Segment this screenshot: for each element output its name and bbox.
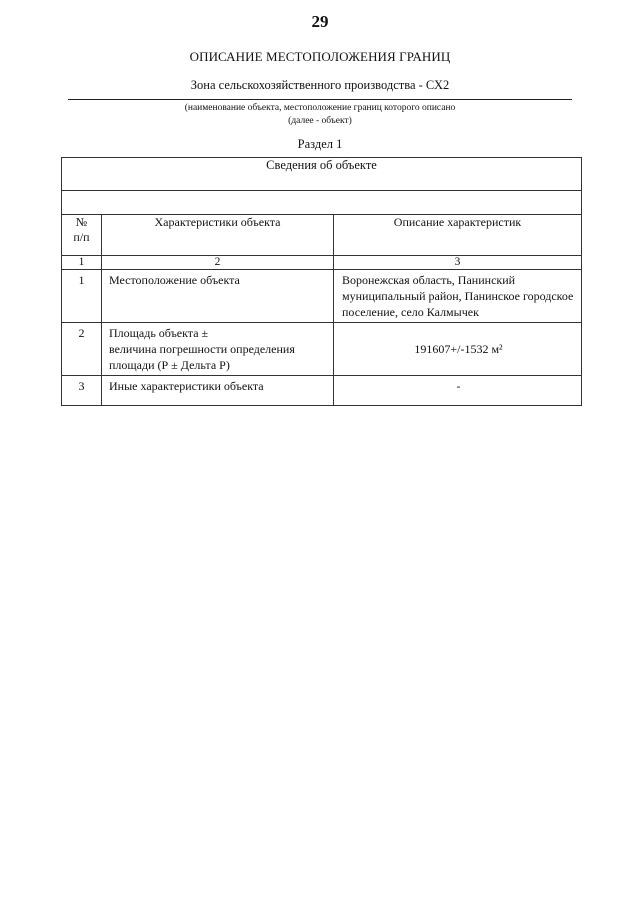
object-note-line-1: (наименование объекта, местоположение границ которого описано [184, 103, 456, 113]
row-description: 191607+/-1532 м² [334, 323, 582, 376]
table-row [62, 323, 582, 376]
row-num: 2 [62, 323, 102, 376]
page-number: 29 [311, 12, 329, 31]
object-name-underline [68, 99, 572, 100]
column-number-row [62, 256, 582, 270]
column-number-1: 1 [62, 256, 102, 270]
row-characteristic-text: Площадь объекта ± величина погрешности определения площади (Р ± Дельта Р) [109, 326, 295, 372]
object-name-note [0, 102, 640, 128]
table-header: Сведения об объекте [62, 158, 582, 191]
object-note-line-2: (далее - объект) [288, 116, 352, 126]
table-row [62, 270, 582, 323]
section-title: Раздел 1 [297, 137, 343, 151]
row-characteristic: Местоположение объекта [102, 270, 334, 323]
table-header-row [62, 158, 582, 191]
document-title: ОПИСАНИЕ МЕСТОПОЛОЖЕНИЯ ГРАНИЦ [189, 49, 451, 64]
column-header-num [62, 215, 102, 256]
table-blank-cell [62, 191, 582, 215]
column-number-2: 2 [102, 256, 334, 270]
table-row [62, 376, 582, 406]
row-characteristic: Иные характеристики объекта [102, 376, 334, 406]
column-header-row [62, 215, 582, 256]
row-num: 1 [62, 270, 102, 323]
column-number-3: 3 [334, 256, 582, 270]
column-header-characteristics: Характеристики объекта [102, 215, 334, 256]
table-blank-row [62, 191, 582, 215]
row-description: - [334, 376, 582, 406]
object-info-table [61, 157, 582, 406]
column-header-description: Описание характеристик [334, 215, 582, 256]
column-header-num-text: № п/п [73, 215, 90, 244]
row-description: Воронежская область, Панинский муниципальный район, Панинское городское поселение, село Калмычек [334, 270, 582, 323]
row-characteristic [102, 323, 334, 376]
row-num: 3 [62, 376, 102, 406]
object-name: Зона сельскохозяйственного производства - СХ2 [190, 78, 450, 92]
